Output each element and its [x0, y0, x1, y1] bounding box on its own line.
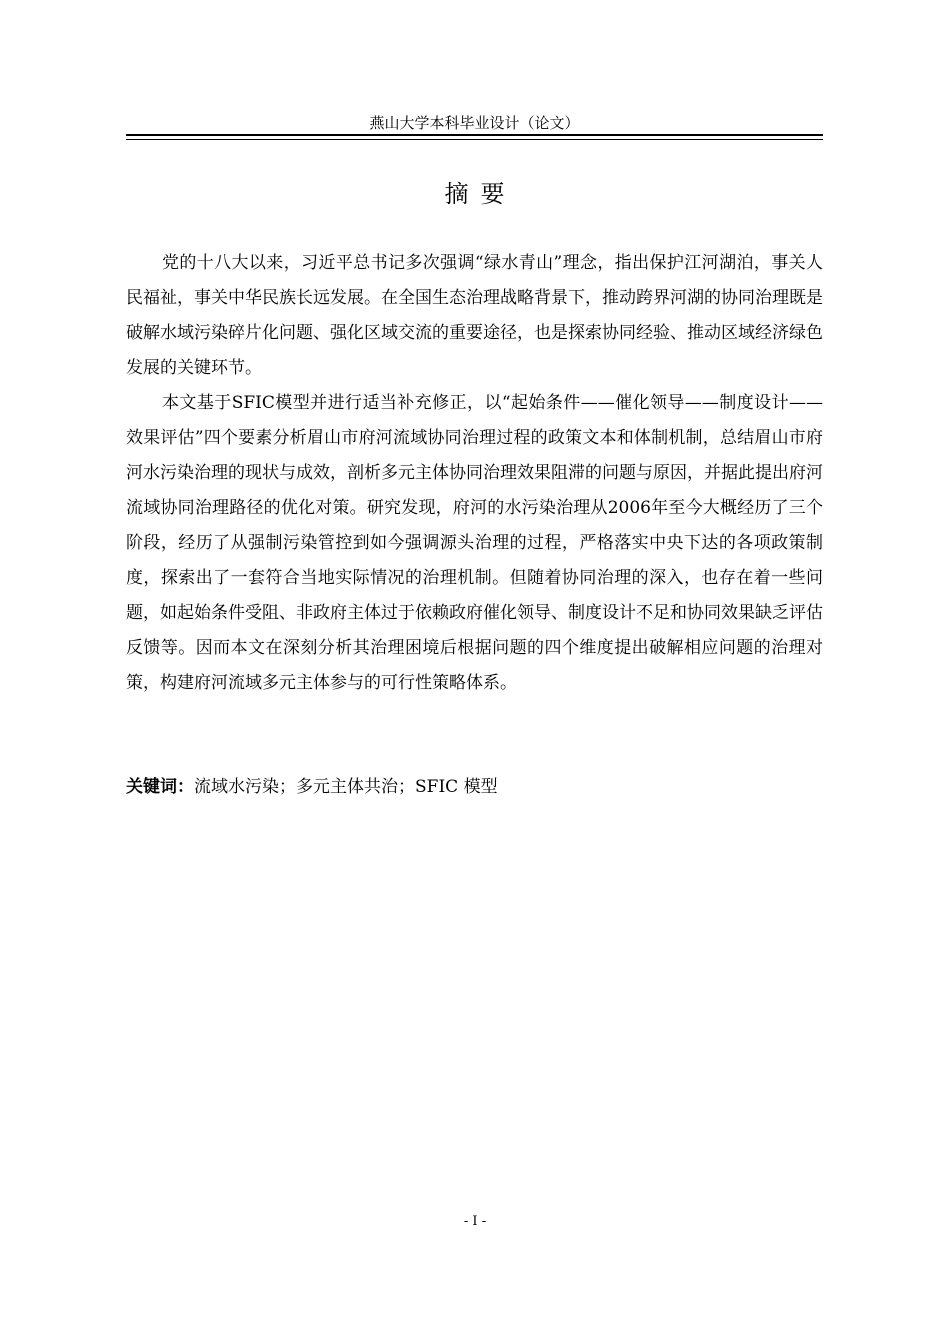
header-divider	[126, 134, 823, 140]
page-number: - I -	[463, 1214, 487, 1229]
running-header: 燕山大学本科毕业设计（论文）	[369, 114, 580, 132]
keywords-line	[126, 772, 823, 802]
abstract-paragraph-2: 本文基于SFIC模型并进行适当补充修正，以“起始条件——催化领导——制度设计——效果评估”四个要素分析眉山市府河流域协同治理过程的政策文本和体制机制，总结眉山市府河水污染治理的现状与成效，剖析多元主体协同治理效果阻滞的问题与原因，并据此提出府河流域协同治理路径的优化对策。研究发现，府河的水污染治理从2006年至今大概经历了三个阶段，经历了从强制污染管控到如今强调源头治理的过程，严格落实中央下达的各项政策制度，探索出了一套符合当地实际情况的治理机制。但随着协同治理的深入，也存在着一些问题，如起始条件受阻、非政府主体过于依赖政府催化领导、制度设计不足和协同效果缺乏评估反馈等。因而本文在深刻分析其治理困境后根据问题的四个维度提出破解相应问题的治理对策，构建府河流域多元主体参与的可行性策略体系。	[126, 393, 823, 693]
abstract-body	[126, 246, 823, 701]
page-title: 摘要	[444, 180, 517, 208]
abstract-paragraph-1: 党的十八大以来，习近平总书记多次强调“绿水青山”理念，指出保护江河湖泊，事关人民福祉，事关中华民族长远发展。在全国生态治理战略背景下，推动跨界河湖的协同治理既是破解水域污染碎片化问题、强化区域交流的重要途径，也是探索协同经验、推动区域经济绿色发展的关键环节。	[126, 253, 823, 378]
keywords-text: 流域水污染；多元主体共治；SFIC 模型	[194, 777, 498, 797]
keywords-label: 关键词：	[126, 777, 194, 797]
